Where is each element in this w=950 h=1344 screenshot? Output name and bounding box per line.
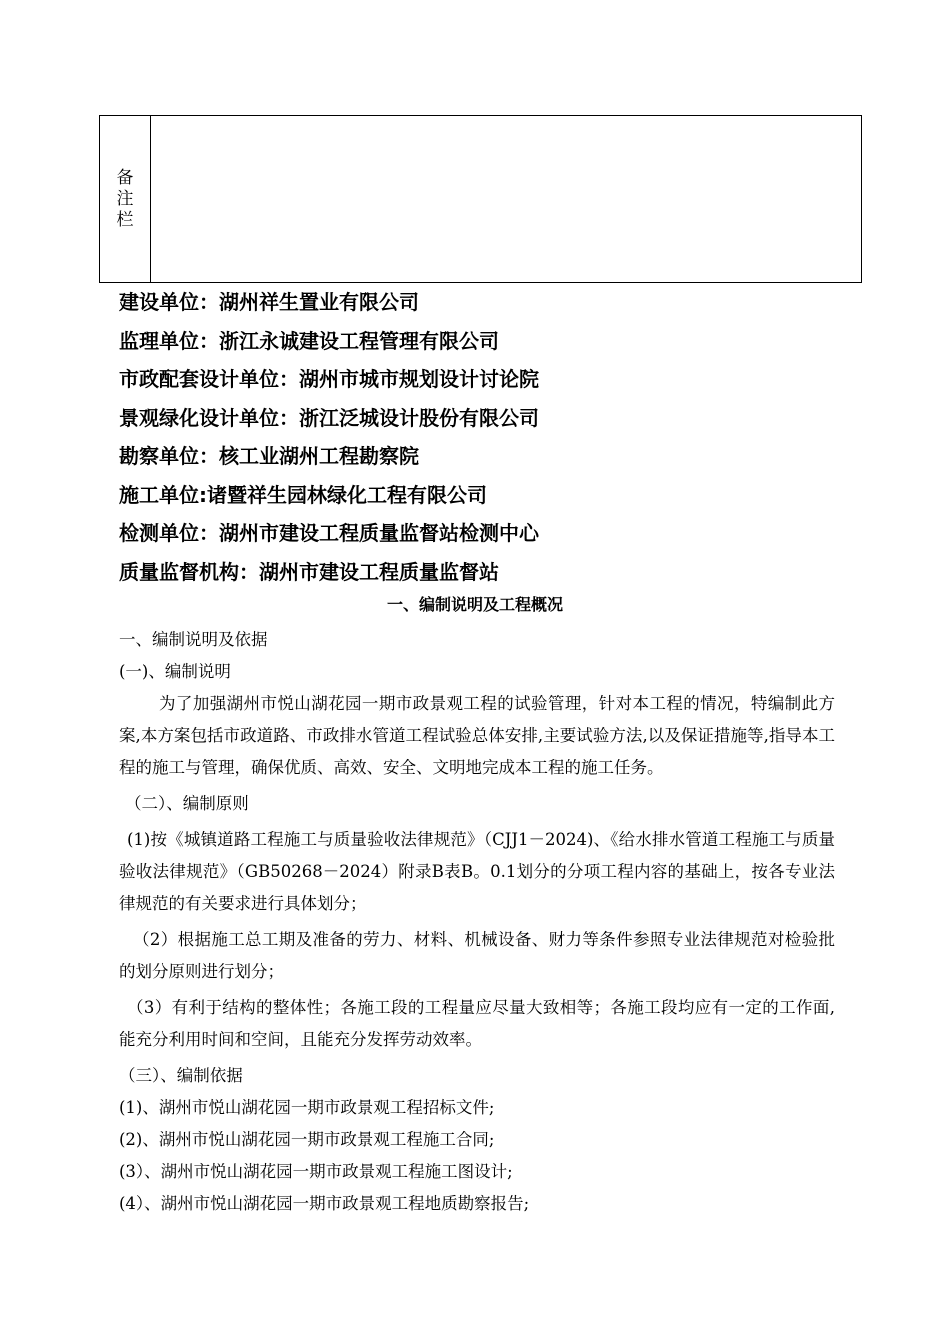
principle-2: （2）根据施工总工期及准备的劳力、材料、机械设备、财力等条件参照专业法律规范对检验批的划分原则进行划分； — [119, 930, 835, 981]
subheading-principles: （二）、编制原则 — [125, 794, 249, 813]
basis-item: (3）、湖州市悦山湖花园一期市政景观工程施工图设计; — [119, 1162, 513, 1181]
unit-survey: 勘察单位：核工业湖州工程勘察院 — [119, 444, 419, 468]
paragraph-description: 为了加强湖州市悦山湖花园一期市政景观工程的试验管理，针对本工程的情况，特编制此方案,本方案包括市政道路、市政排水管道工程试验总体安排,主要试验方法,以及保证措施等,指导本工程的施工与管理，确保优质、高效、安全、文明地完成本工程的施工任务。 — [119, 694, 835, 777]
subheading-description: (一)、编制说明 — [119, 662, 231, 681]
principle-3: （3）有利于结构的整体性；各施工段的工程量应尽量大致相等；各施工段均应有一定的工作面,能充分利用时间和空间，且能充分发挥劳动效率。 — [119, 998, 835, 1049]
project-units-list — [119, 283, 879, 591]
subheading-basis: （三）、编制依据 — [119, 1066, 243, 1085]
basis-item: (2)、湖州市悦山湖花园一期市政景观工程施工合同; — [119, 1130, 495, 1149]
remarks-label-char: 注 — [116, 188, 134, 209]
remarks-label-char: 备 — [116, 167, 134, 188]
document-body — [119, 624, 835, 1220]
remarks-label — [100, 116, 151, 282]
unit-quality-supervision: 质量监督机构：湖州市建设工程质量监督站 — [119, 559, 499, 584]
remarks-table — [99, 115, 862, 283]
principle-1: (1)按《城镇道路工程施工与质量验收法律规范》（CJJ1－2024)、《给水排水管道工程施工与质量验收法律规范》（GB50268－2024）附录B表B。0.1划分的分项工程内容的基础上，按各专业法律规范的有关要求进行具体划分； — [119, 830, 835, 913]
basis-item: (4）、湖州市悦山湖花园一期市政景观工程地质勘察报告; — [119, 1194, 530, 1213]
basis-item: (1)、湖州市悦山湖花园一期市政景观工程招标文件; — [119, 1098, 495, 1117]
unit-municipal-design: 市政配套设计单位：湖州市城市规划设计讨论院 — [119, 367, 539, 391]
remarks-label-char: 栏 — [116, 209, 134, 230]
section-title: 一、编制说明及工程概况 — [386, 595, 563, 614]
unit-testing: 检测单位：湖州市建设工程质量监督站检测中心 — [119, 521, 539, 545]
unit-supervision: 监理单位：浙江永诚建设工程管理有限公司 — [119, 328, 499, 353]
unit-contractor: 施工单位:诸暨祥生园林绿化工程有限公司 — [119, 482, 487, 507]
heading-compilation: 一、编制说明及依据 — [119, 630, 268, 649]
unit-landscape-design: 景观绿化设计单位：浙江泛城设计股份有限公司 — [119, 405, 539, 430]
unit-construction: 建设单位：湖州祥生置业有限公司 — [119, 290, 419, 314]
